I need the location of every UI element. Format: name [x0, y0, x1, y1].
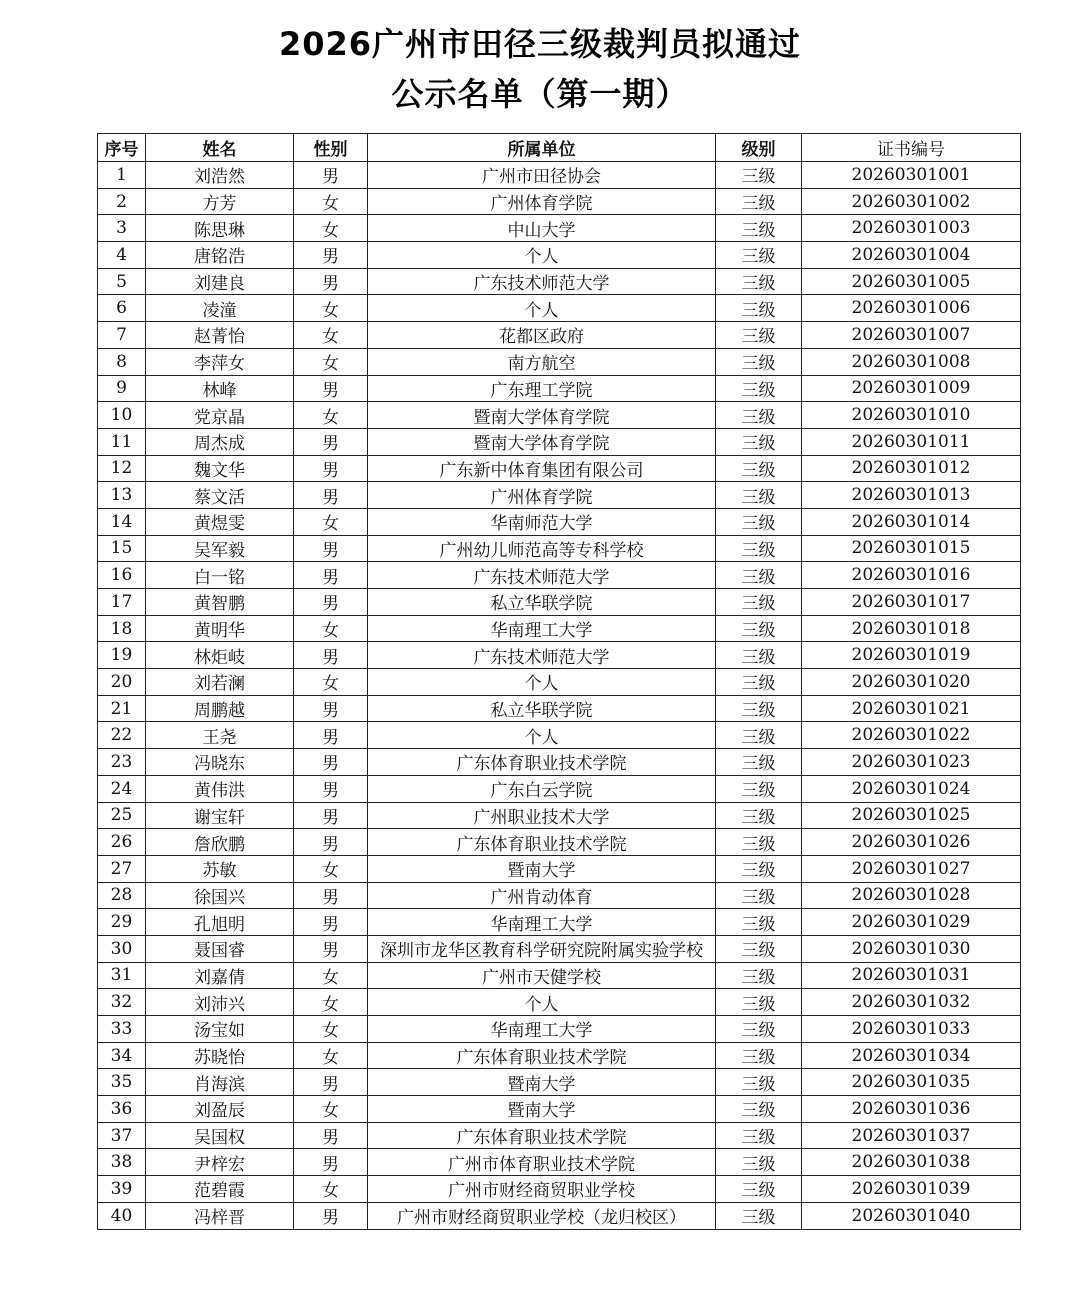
cell-gender: 男 [294, 829, 368, 856]
cell-gender: 女 [294, 1176, 368, 1203]
header-gender: 性别 [294, 134, 368, 162]
cell-level: 三级 [716, 295, 802, 322]
cell-unit: 深圳市龙华区教育科学研究院附属实验学校 [368, 935, 716, 962]
cell-name: 赵菁怡 [146, 322, 294, 349]
cell-name: 孔旭明 [146, 909, 294, 936]
cell-no: 13 [98, 482, 146, 509]
cell-cert: 20260301027 [802, 855, 1021, 882]
cell-level: 三级 [716, 562, 802, 589]
table-row [98, 535, 1021, 562]
cell-unit: 花都区政府 [368, 322, 716, 349]
cell-cert: 20260301025 [802, 802, 1021, 829]
cell-level: 三级 [716, 962, 802, 989]
cell-gender: 女 [294, 1016, 368, 1043]
cell-level: 三级 [716, 402, 802, 429]
table-row [98, 1096, 1021, 1123]
cell-no: 11 [98, 428, 146, 455]
table-row [98, 162, 1021, 189]
cell-level: 三级 [716, 242, 802, 269]
cell-cert: 20260301038 [802, 1149, 1021, 1176]
cell-name: 周鹏越 [146, 695, 294, 722]
cell-cert: 20260301015 [802, 535, 1021, 562]
cell-gender: 男 [294, 1122, 368, 1149]
cell-cert: 20260301017 [802, 589, 1021, 616]
cell-no: 37 [98, 1122, 146, 1149]
cell-gender: 女 [294, 962, 368, 989]
table-row [98, 268, 1021, 295]
cell-level: 三级 [716, 989, 802, 1016]
cell-name: 吴军毅 [146, 535, 294, 562]
cell-name: 谢宝轩 [146, 802, 294, 829]
table-row [98, 695, 1021, 722]
cell-gender: 男 [294, 695, 368, 722]
cell-name: 凌潼 [146, 295, 294, 322]
table-row [98, 242, 1021, 269]
cell-level: 三级 [716, 802, 802, 829]
cell-no: 40 [98, 1202, 146, 1229]
table-row [98, 188, 1021, 215]
cell-unit: 广东技术师范大学 [368, 562, 716, 589]
cell-gender: 女 [294, 615, 368, 642]
table-row [98, 1149, 1021, 1176]
cell-cert: 20260301005 [802, 268, 1021, 295]
cell-unit: 广东体育职业技术学院 [368, 749, 716, 776]
table-row [98, 1069, 1021, 1096]
cell-name: 苏敏 [146, 855, 294, 882]
cell-name: 刘浩然 [146, 162, 294, 189]
cell-level: 三级 [716, 268, 802, 295]
cell-level: 三级 [716, 909, 802, 936]
cell-unit: 华南师范大学 [368, 508, 716, 535]
cell-level: 三级 [716, 348, 802, 375]
cell-gender: 男 [294, 1202, 368, 1229]
cell-gender: 女 [294, 508, 368, 535]
cell-cert: 20260301020 [802, 669, 1021, 696]
cell-cert: 20260301028 [802, 882, 1021, 909]
cell-no: 24 [98, 775, 146, 802]
cell-level: 三级 [716, 642, 802, 669]
cell-no: 5 [98, 268, 146, 295]
cell-gender: 男 [294, 1069, 368, 1096]
table-row [98, 295, 1021, 322]
table-row [98, 402, 1021, 429]
cell-gender: 男 [294, 909, 368, 936]
table-row [98, 1176, 1021, 1203]
cell-cert: 20260301013 [802, 482, 1021, 509]
cell-cert: 20260301021 [802, 695, 1021, 722]
cell-unit: 私立华联学院 [368, 589, 716, 616]
table-row [98, 935, 1021, 962]
cell-name: 刘建良 [146, 268, 294, 295]
cell-cert: 20260301040 [802, 1202, 1021, 1229]
cell-level: 三级 [716, 669, 802, 696]
cell-name: 刘若澜 [146, 669, 294, 696]
table-row [98, 562, 1021, 589]
cell-no: 22 [98, 722, 146, 749]
cell-cert: 20260301004 [802, 242, 1021, 269]
cell-name: 范碧霞 [146, 1176, 294, 1203]
table-row [98, 322, 1021, 349]
cell-name: 白一铭 [146, 562, 294, 589]
table-row [98, 642, 1021, 669]
cell-level: 三级 [716, 322, 802, 349]
cell-name: 周杰成 [146, 428, 294, 455]
cell-level: 三级 [716, 455, 802, 482]
cell-no: 38 [98, 1149, 146, 1176]
cell-unit: 个人 [368, 242, 716, 269]
cell-name: 林峰 [146, 375, 294, 402]
cell-unit: 广东体育职业技术学院 [368, 1122, 716, 1149]
table-row [98, 375, 1021, 402]
cell-cert: 20260301008 [802, 348, 1021, 375]
cell-cert: 20260301032 [802, 989, 1021, 1016]
cell-no: 34 [98, 1042, 146, 1069]
cell-no: 15 [98, 535, 146, 562]
cell-unit: 广州幼儿师范高等专科学校 [368, 535, 716, 562]
cell-name: 黄明华 [146, 615, 294, 642]
cell-level: 三级 [716, 722, 802, 749]
cell-name: 魏文华 [146, 455, 294, 482]
cell-cert: 20260301026 [802, 829, 1021, 856]
table-row [98, 962, 1021, 989]
cell-unit: 广州职业技术大学 [368, 802, 716, 829]
cell-gender: 女 [294, 855, 368, 882]
cell-unit: 广州市天健学校 [368, 962, 716, 989]
cell-unit: 华南理工大学 [368, 909, 716, 936]
cell-no: 10 [98, 402, 146, 429]
cell-unit: 暨南大学体育学院 [368, 402, 716, 429]
cell-level: 三级 [716, 589, 802, 616]
table-row [98, 508, 1021, 535]
cell-cert: 20260301039 [802, 1176, 1021, 1203]
cell-cert: 20260301023 [802, 749, 1021, 776]
cell-gender: 女 [294, 669, 368, 696]
cell-unit: 暨南大学 [368, 1069, 716, 1096]
cell-no: 8 [98, 348, 146, 375]
cell-no: 21 [98, 695, 146, 722]
cell-name: 黄煜雯 [146, 508, 294, 535]
cell-name: 党京晶 [146, 402, 294, 429]
cell-unit: 广州市体育职业技术学院 [368, 1149, 716, 1176]
cell-name: 汤宝如 [146, 1016, 294, 1043]
cell-gender: 男 [294, 428, 368, 455]
cell-gender: 男 [294, 162, 368, 189]
table-row [98, 989, 1021, 1016]
cell-name: 方芳 [146, 188, 294, 215]
table-row [98, 882, 1021, 909]
cell-unit: 暨南大学 [368, 1096, 716, 1123]
cell-no: 25 [98, 802, 146, 829]
cell-unit: 广东技术师范大学 [368, 642, 716, 669]
referee-table [97, 133, 1021, 1230]
table-row [98, 829, 1021, 856]
cell-unit: 广州体育学院 [368, 188, 716, 215]
cell-gender: 男 [294, 775, 368, 802]
cell-unit: 个人 [368, 722, 716, 749]
cell-cert: 20260301010 [802, 402, 1021, 429]
cell-gender: 男 [294, 482, 368, 509]
cell-name: 刘盈辰 [146, 1096, 294, 1123]
cell-name: 冯晓东 [146, 749, 294, 776]
table-row [98, 1042, 1021, 1069]
cell-level: 三级 [716, 215, 802, 242]
cell-no: 28 [98, 882, 146, 909]
cell-no: 36 [98, 1096, 146, 1123]
cell-unit: 个人 [368, 669, 716, 696]
table-row [98, 909, 1021, 936]
cell-no: 1 [98, 162, 146, 189]
cell-cert: 20260301007 [802, 322, 1021, 349]
cell-gender: 女 [294, 215, 368, 242]
cell-gender: 男 [294, 375, 368, 402]
cell-level: 三级 [716, 428, 802, 455]
cell-cert: 20260301009 [802, 375, 1021, 402]
cell-name: 黄伟洪 [146, 775, 294, 802]
table-row [98, 775, 1021, 802]
cell-gender: 女 [294, 1096, 368, 1123]
cell-cert: 20260301001 [802, 162, 1021, 189]
cell-name: 刘沛兴 [146, 989, 294, 1016]
cell-level: 三级 [716, 1069, 802, 1096]
cell-no: 31 [98, 962, 146, 989]
cell-gender: 女 [294, 295, 368, 322]
cell-cert: 20260301006 [802, 295, 1021, 322]
cell-level: 三级 [716, 188, 802, 215]
cell-no: 35 [98, 1069, 146, 1096]
cell-level: 三级 [716, 775, 802, 802]
cell-level: 三级 [716, 1096, 802, 1123]
cell-gender: 男 [294, 1149, 368, 1176]
cell-no: 17 [98, 589, 146, 616]
cell-no: 2 [98, 188, 146, 215]
cell-cert: 20260301014 [802, 508, 1021, 535]
title-line-1: 2026广州市田径三级裁判员拟通过 [278, 25, 802, 63]
cell-no: 6 [98, 295, 146, 322]
cell-no: 20 [98, 669, 146, 696]
table-row [98, 802, 1021, 829]
cell-level: 三级 [716, 1176, 802, 1203]
cell-no: 27 [98, 855, 146, 882]
cell-cert: 20260301037 [802, 1122, 1021, 1149]
cell-no: 23 [98, 749, 146, 776]
cell-no: 26 [98, 829, 146, 856]
table-row [98, 428, 1021, 455]
cell-name: 黄智鹏 [146, 589, 294, 616]
cell-level: 三级 [716, 935, 802, 962]
cell-no: 4 [98, 242, 146, 269]
cell-gender: 女 [294, 402, 368, 429]
cell-level: 三级 [716, 855, 802, 882]
cell-no: 19 [98, 642, 146, 669]
table-row [98, 589, 1021, 616]
cell-no: 29 [98, 909, 146, 936]
cell-no: 39 [98, 1176, 146, 1203]
document-title [0, 22, 1080, 116]
cell-level: 三级 [716, 162, 802, 189]
cell-gender: 男 [294, 749, 368, 776]
cell-name: 刘嘉倩 [146, 962, 294, 989]
cell-gender: 男 [294, 882, 368, 909]
cell-level: 三级 [716, 1042, 802, 1069]
cell-gender: 男 [294, 722, 368, 749]
cell-unit: 暨南大学 [368, 855, 716, 882]
cell-level: 三级 [716, 535, 802, 562]
table-header-row [98, 134, 1021, 162]
cell-unit: 广州市田径协会 [368, 162, 716, 189]
cell-unit: 广州市财经商贸职业学校 [368, 1176, 716, 1203]
table-row [98, 1016, 1021, 1043]
table-row [98, 455, 1021, 482]
cell-level: 三级 [716, 508, 802, 535]
table-row [98, 482, 1021, 509]
cell-name: 尹梓宏 [146, 1149, 294, 1176]
header-unit: 所属单位 [368, 134, 716, 162]
cell-level: 三级 [716, 695, 802, 722]
cell-cert: 20260301019 [802, 642, 1021, 669]
cell-no: 30 [98, 935, 146, 962]
cell-cert: 20260301012 [802, 455, 1021, 482]
cell-no: 32 [98, 989, 146, 1016]
cell-no: 14 [98, 508, 146, 535]
title-line-2: 公示名单（第一期） [391, 75, 689, 113]
cell-no: 18 [98, 615, 146, 642]
cell-cert: 20260301030 [802, 935, 1021, 962]
cell-unit: 广东体育职业技术学院 [368, 829, 716, 856]
cell-gender: 男 [294, 589, 368, 616]
cell-cert: 20260301034 [802, 1042, 1021, 1069]
cell-unit: 个人 [368, 989, 716, 1016]
table-row [98, 348, 1021, 375]
table-row [98, 1122, 1021, 1149]
cell-level: 三级 [716, 1202, 802, 1229]
cell-gender: 女 [294, 322, 368, 349]
cell-unit: 广东白云学院 [368, 775, 716, 802]
cell-name: 陈思琳 [146, 215, 294, 242]
cell-unit: 华南理工大学 [368, 615, 716, 642]
cell-cert: 20260301029 [802, 909, 1021, 936]
cell-gender: 男 [294, 642, 368, 669]
cell-level: 三级 [716, 1122, 802, 1149]
cell-cert: 20260301011 [802, 428, 1021, 455]
table-row [98, 749, 1021, 776]
cell-unit: 广州市财经商贸职业学校（龙归校区） [368, 1202, 716, 1229]
cell-name: 肖海滨 [146, 1069, 294, 1096]
cell-name: 吴国权 [146, 1122, 294, 1149]
cell-name: 冯梓晋 [146, 1202, 294, 1229]
cell-unit: 广州肯动体育 [368, 882, 716, 909]
cell-unit: 广东技术师范大学 [368, 268, 716, 295]
table-row [98, 669, 1021, 696]
cell-gender: 男 [294, 535, 368, 562]
cell-gender: 男 [294, 268, 368, 295]
cell-cert: 20260301003 [802, 215, 1021, 242]
cell-gender: 男 [294, 802, 368, 829]
cell-gender: 女 [294, 989, 368, 1016]
cell-unit: 私立华联学院 [368, 695, 716, 722]
table-body [98, 162, 1021, 1230]
cell-level: 三级 [716, 482, 802, 509]
cell-cert: 20260301002 [802, 188, 1021, 215]
cell-cert: 20260301035 [802, 1069, 1021, 1096]
cell-unit: 广东理工学院 [368, 375, 716, 402]
cell-unit: 华南理工大学 [368, 1016, 716, 1043]
cell-level: 三级 [716, 375, 802, 402]
cell-no: 9 [98, 375, 146, 402]
header-cert: 证书编号 [802, 134, 1021, 162]
cell-level: 三级 [716, 615, 802, 642]
cell-level: 三级 [716, 1149, 802, 1176]
cell-cert: 20260301022 [802, 722, 1021, 749]
cell-no: 12 [98, 455, 146, 482]
cell-gender: 女 [294, 1042, 368, 1069]
cell-unit: 广州体育学院 [368, 482, 716, 509]
cell-gender: 男 [294, 242, 368, 269]
cell-cert: 20260301033 [802, 1016, 1021, 1043]
cell-no: 3 [98, 215, 146, 242]
cell-level: 三级 [716, 1016, 802, 1043]
cell-level: 三级 [716, 829, 802, 856]
cell-cert: 20260301016 [802, 562, 1021, 589]
cell-name: 聂国睿 [146, 935, 294, 962]
cell-unit: 南方航空 [368, 348, 716, 375]
table-row [98, 855, 1021, 882]
cell-cert: 20260301031 [802, 962, 1021, 989]
cell-unit: 个人 [368, 295, 716, 322]
cell-name: 王尧 [146, 722, 294, 749]
table-row [98, 615, 1021, 642]
table-row [98, 1202, 1021, 1229]
cell-gender: 男 [294, 935, 368, 962]
cell-gender: 男 [294, 562, 368, 589]
header-name: 姓名 [146, 134, 294, 162]
cell-level: 三级 [716, 882, 802, 909]
cell-no: 16 [98, 562, 146, 589]
cell-cert: 20260301024 [802, 775, 1021, 802]
cell-gender: 男 [294, 455, 368, 482]
cell-unit: 广东体育职业技术学院 [368, 1042, 716, 1069]
cell-gender: 女 [294, 348, 368, 375]
cell-name: 詹欣鹏 [146, 829, 294, 856]
cell-unit: 暨南大学体育学院 [368, 428, 716, 455]
cell-name: 徐国兴 [146, 882, 294, 909]
table-row [98, 215, 1021, 242]
cell-unit: 广东新中体育集团有限公司 [368, 455, 716, 482]
cell-name: 李萍女 [146, 348, 294, 375]
cell-no: 33 [98, 1016, 146, 1043]
cell-cert: 20260301018 [802, 615, 1021, 642]
cell-unit: 中山大学 [368, 215, 716, 242]
header-no: 序号 [98, 134, 146, 162]
cell-name: 苏晓怡 [146, 1042, 294, 1069]
table-row [98, 722, 1021, 749]
cell-no: 7 [98, 322, 146, 349]
header-level: 级别 [716, 134, 802, 162]
cell-cert: 20260301036 [802, 1096, 1021, 1123]
cell-gender: 女 [294, 188, 368, 215]
cell-name: 唐铭浩 [146, 242, 294, 269]
cell-name: 林炬岐 [146, 642, 294, 669]
cell-name: 蔡文活 [146, 482, 294, 509]
cell-level: 三级 [716, 749, 802, 776]
